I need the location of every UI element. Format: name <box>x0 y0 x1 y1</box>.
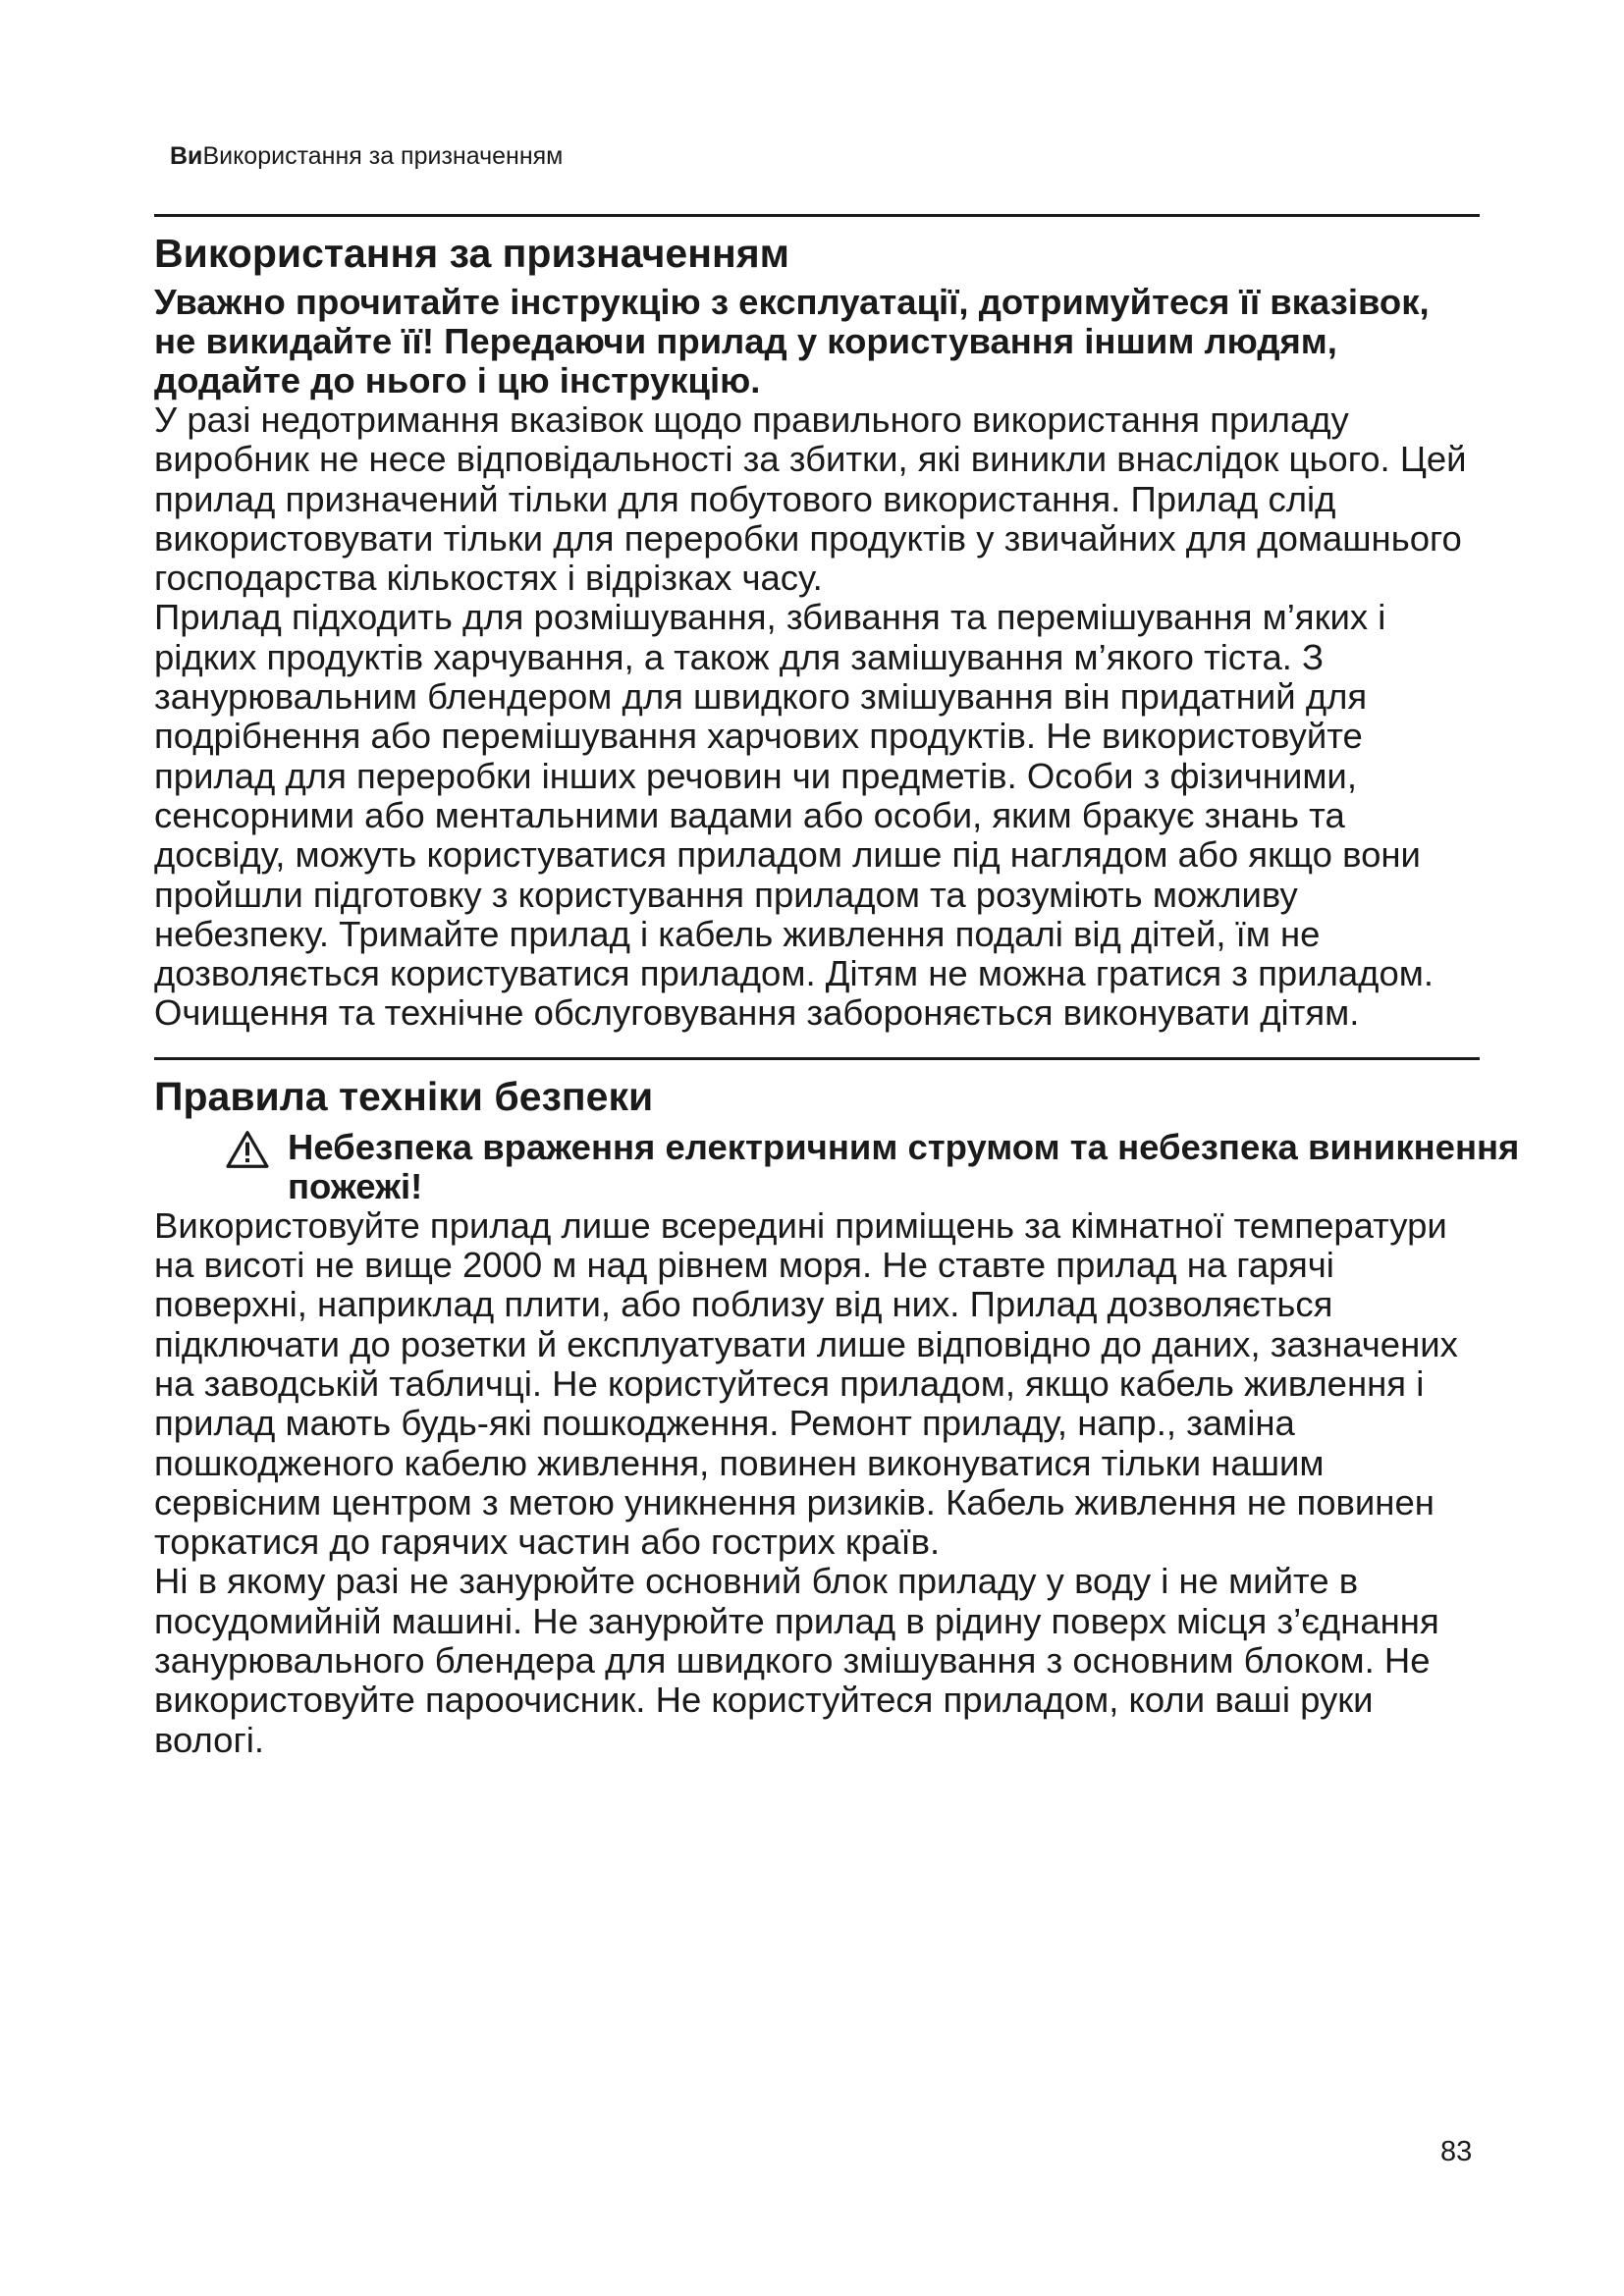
running-header <box>170 141 563 171</box>
page-number: 83 <box>1440 2136 1473 2167</box>
page-content <box>154 214 1520 1760</box>
section-title-intended-use: Використання за призначенням <box>154 231 789 276</box>
warning-block <box>223 1128 1529 1206</box>
section-divider-safety <box>154 1057 1480 1060</box>
running-header-title: Використання за призначенням <box>202 142 564 170</box>
warning-heading: Небезпека враження електричним струмом та небезпека виникнення пожежі! <box>288 1126 1520 1206</box>
safety-paragraph-2: Ні в якому разі не занурюйте основний блок приладу у воду і не мийте в посудомийній машині. Не занурюйте прилад в рідину поверх місця з’єднання занурювального блендера для швидкого змішування з основним блоком. Не використовуйте пароочисник. Не користуйтеся приладом, коли ваші руки вологі. <box>154 1561 1439 1760</box>
running-header-overprint: Ви <box>170 142 203 170</box>
safety-paragraph-1: Використовуйте прилад лише всередині приміщень за кімнатної температури на висоті не вище 2000 м над рівнем моря. Не ставте прилад на гарячі поверхні, наприклад плити, або поблизу від них. Прилад дозволяється підключати до розетки й експлуатувати лише відповідно до даних, зазначених на заводській табличці. Не користуйтеся приладом, якщо кабель живлення і прилад мають будь-які пошкодження. Ремонт приладу, напр., заміна пошкодженого кабелю живлення, повинен виконуватися тільки нашим сервісним центром з метою уникнення ризиків. Кабель живлення не повинен торкатися до гарячих частин або гострих країв. <box>154 1204 1458 1563</box>
section-divider-top <box>154 214 1480 217</box>
section-title-safety-rules: Правила техніки безпеки <box>154 1073 654 1119</box>
intended-use-paragraph-2: Прилад підходить для розмішування, збивання та перемішування м’яких і рідких продуктів харчування, а також для замішування м’якого тіста. З занурювальним блендером для швидкого змішування він придатний для подрібнення або перемішування харчових продуктів. Не використовуйте прилад для переробки інших речовин чи предметів. Особи з фізичними, сенсорними або ментальними вадами або особи, яким бракує знань та досвіду, можуть користуватися приладом лише під наглядом або якщо вони пройшли підготовку з користування приладом та розуміють можливу небезпеку. Тримайте прилад і кабель живлення подалі від дітей, їм не дозволяється користуватися приладом. Дітям не можна гратися з приладом. Очищення та технічне обслуговування забороняється виконувати дітям. <box>154 597 1435 1034</box>
warning-triangle-icon <box>223 1130 272 1169</box>
intended-use-paragraph-1: У разі недотримання вказівок щодо правильного використання приладу виробник не несе відповідальності за збитки, які виникли внаслідок цього. Цей прилад призначений тільки для побутового використання. Прилад слід використовувати тільки для переробки продуктів у звичайних для домашнього господарства кількостях і відрізках часу. <box>154 400 1467 599</box>
intro-warning-text: Уважно прочитайте інструкцію з експлуатації, дотримуйтеся її вказівок, не викидайте її! Передаючи прилад у користування іншим людям, додайте до нього і цю інструкцію. <box>154 282 1430 400</box>
